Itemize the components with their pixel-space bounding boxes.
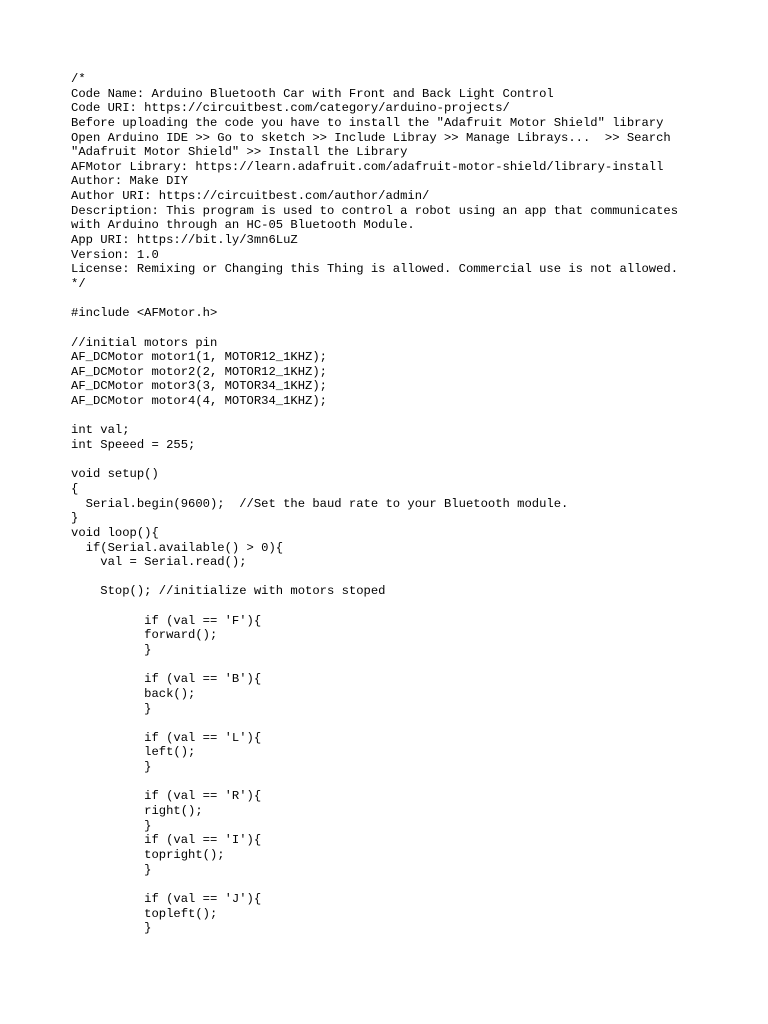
code-line: if (val == 'L'){ [71, 730, 262, 745]
code-line: right(); [71, 804, 203, 819]
code-line: if(Serial.available() > 0){ [71, 540, 284, 555]
code-line: if (val == 'F'){ [71, 613, 262, 628]
code-line: Serial.begin(9600); //Set the baud rate to your Bluetooth module. [71, 496, 569, 511]
code-line [71, 716, 731, 731]
code-line [71, 599, 731, 614]
code-line: { [71, 481, 79, 496]
code-line: //initial motors pin [71, 335, 218, 350]
code-line: "Adafruit Motor Shield" >> Install the Library [71, 145, 408, 160]
code-line: void setup() [71, 467, 159, 482]
code-line: } [71, 701, 152, 716]
code-line: void loop(){ [71, 525, 159, 540]
code-line: forward(); [71, 628, 218, 643]
code-line: Author URI: https://circuitbest.com/author/admin/ [71, 189, 430, 204]
code-line: AF_DCMotor motor3(3, MOTOR34_1KHZ); [71, 379, 327, 394]
code-line: AF_DCMotor motor1(1, MOTOR12_1KHZ); [71, 350, 327, 365]
code-line: Code URI: https://circuitbest.com/category/arduino-projects/ [71, 101, 510, 116]
code-line: App URI: https://bit.ly/3mn6LuZ [71, 233, 298, 248]
code-line: Before uploading the code you have to install the "Adafruit Motor Shield" library [71, 115, 664, 130]
code-line [71, 775, 731, 790]
code-line: back(); [71, 686, 196, 701]
code-line: } [71, 760, 152, 775]
code-line [71, 453, 731, 468]
code-line: Open Arduino IDE >> Go to sketch >> Include Libray >> Manage Librays... >> Search [71, 130, 671, 145]
code-line: topleft(); [71, 906, 218, 921]
code-line: } [71, 642, 152, 657]
code-line: Code Name: Arduino Bluetooth Car with Front and Back Light Control [71, 86, 554, 101]
code-line [71, 292, 731, 307]
code-line: Author: Make DIY [71, 174, 189, 189]
code-line: if (val == 'I'){ [71, 833, 262, 848]
code-line: if (val == 'B'){ [71, 672, 262, 687]
code-line: */ [71, 276, 86, 291]
code-line: } [71, 818, 152, 833]
code-line: int val; [71, 423, 130, 438]
code-line: } [71, 921, 152, 936]
code-line: License: Remixing or Changing this Thing is allowed. Commercial use is not allowed. [71, 262, 679, 277]
code-line: topright(); [71, 847, 225, 862]
code-line [71, 570, 731, 585]
code-line: AF_DCMotor motor2(2, MOTOR12_1KHZ); [71, 364, 327, 379]
code-line [71, 321, 731, 336]
code-line: val = Serial.read(); [71, 555, 247, 570]
code-listing [71, 72, 731, 936]
code-line: with Arduino through an HC-05 Bluetooth Module. [71, 218, 415, 233]
code-line: Version: 1.0 [71, 247, 159, 262]
code-line: } [71, 511, 79, 526]
code-line [71, 877, 731, 892]
code-line [71, 658, 731, 673]
code-line: } [71, 862, 152, 877]
code-line: Description: This program is used to control a robot using an app that communicates [71, 203, 679, 218]
code-line: AFMotor Library: https://learn.adafruit.com/adafruit-motor-shield/library-install [71, 159, 664, 174]
code-line: if (val == 'R'){ [71, 789, 262, 804]
code-line: #include <AFMotor.h> [71, 306, 218, 321]
code-line: left(); [71, 745, 196, 760]
code-line: /* [71, 72, 86, 86]
code-line [71, 409, 731, 424]
code-line: AF_DCMotor motor4(4, MOTOR34_1KHZ); [71, 394, 327, 409]
code-line: if (val == 'J'){ [71, 891, 262, 906]
code-line: Stop(); //initialize with motors stoped [71, 584, 386, 599]
code-line: int Speeed = 255; [71, 438, 196, 453]
